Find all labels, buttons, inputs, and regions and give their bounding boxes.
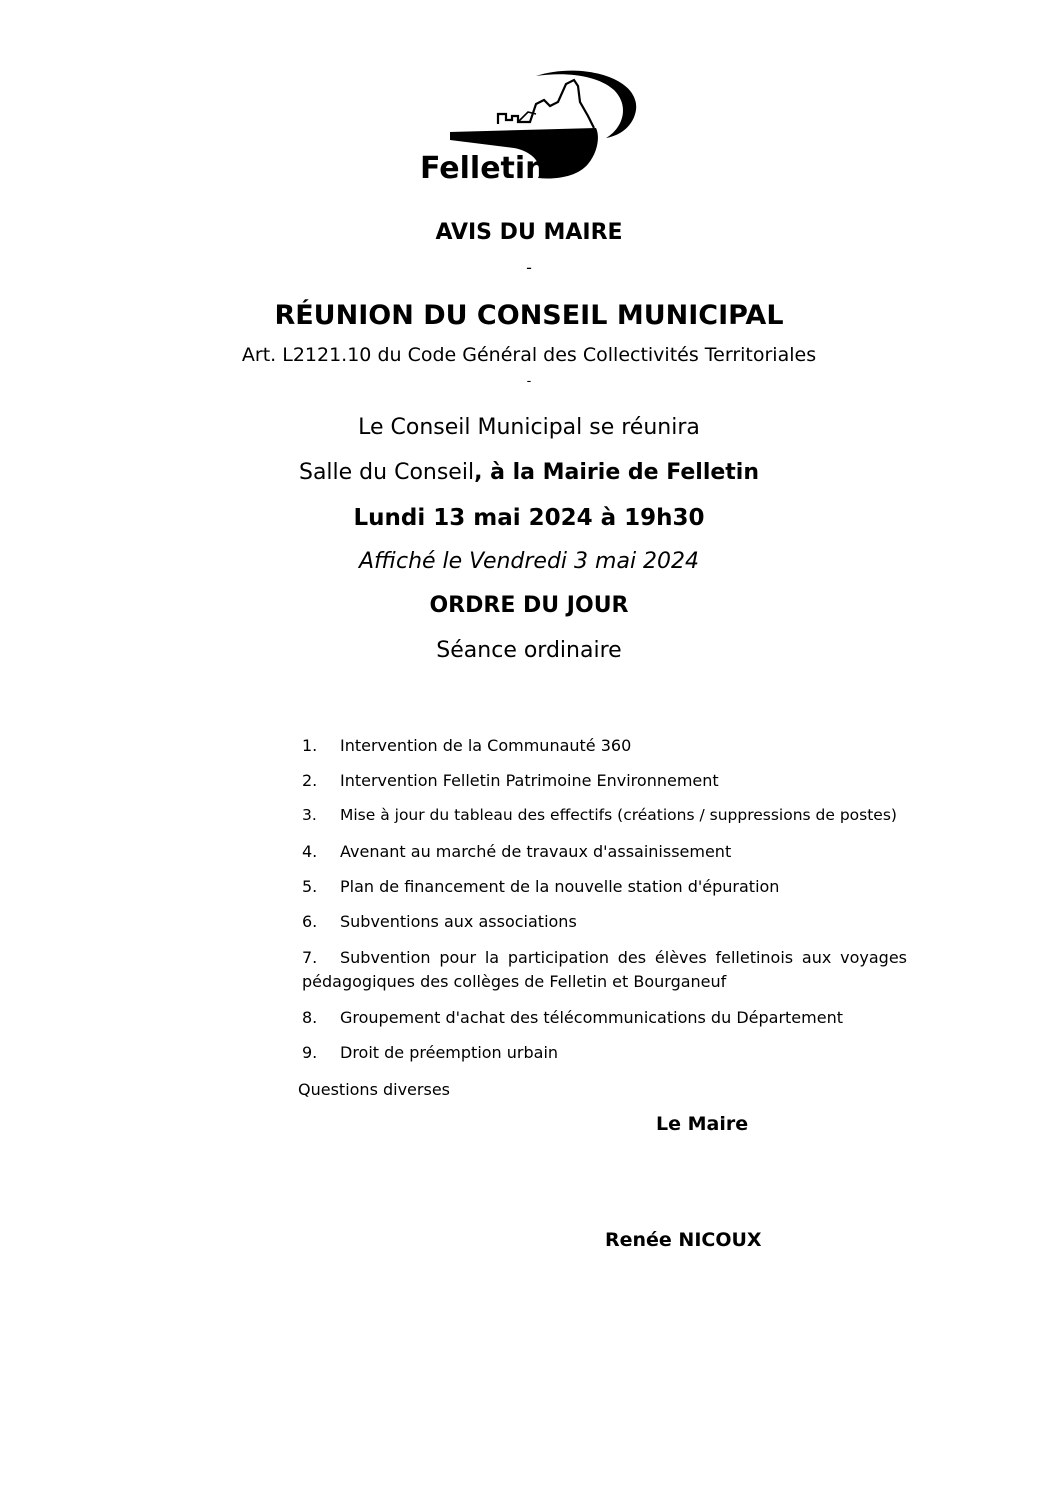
agenda-item [302, 946, 907, 994]
item-number: 7. [302, 948, 318, 967]
item-number: 9. [302, 1043, 318, 1062]
location-prefix: Salle du Conseil [298, 460, 475, 485]
separator: - [526, 258, 532, 277]
item-number: 1. [302, 736, 318, 755]
item-text: Intervention de la Communauté 360 [340, 736, 632, 755]
location-bold: , à la Mairie de Felletin [474, 460, 760, 485]
legal-reference: Art. L2121.10 du Code Général des Collectivités Territoriales [241, 344, 817, 366]
agenda-title: ORDRE DU JOUR [429, 593, 629, 618]
session-type: Séance ordinaire [436, 638, 622, 663]
item-text: Droit de préemption urbain [340, 1043, 559, 1062]
meeting-heading: RÉUNION DU CONSEIL MUNICIPAL [274, 300, 784, 331]
separator: - [526, 374, 532, 389]
signatory-role: Le Maire [656, 1113, 749, 1135]
felletin-logo [418, 66, 648, 186]
item-text: Plan de financement de la nouvelle station d'épuration [340, 877, 780, 896]
meeting-location [0, 460, 1058, 485]
item-number: 4. [302, 842, 318, 861]
signatory-name: Renée NICOUX [605, 1229, 762, 1251]
meeting-announcement: Le Conseil Municipal se réunira [358, 415, 700, 440]
item-text: Intervention Felletin Patrimoine Environnement [340, 771, 719, 790]
logo-text: Felletin [420, 151, 547, 186]
item-number: 3. [302, 806, 317, 824]
agenda-item [302, 877, 907, 896]
page-title: AVIS DU MAIRE [435, 220, 623, 245]
agenda-item [302, 842, 907, 861]
item-text: Mise à jour du tableau des effectifs (créations / suppressions de postes) [340, 806, 897, 824]
agenda-item [302, 1008, 907, 1027]
item-number: 5. [302, 877, 318, 896]
item-number: 8. [302, 1008, 318, 1027]
agenda-item [302, 771, 907, 790]
agenda-item [302, 912, 907, 931]
item-text: Groupement d'achat des télécommunications du Département [340, 1008, 843, 1027]
item-number: 6. [302, 912, 318, 931]
agenda-item [302, 1043, 907, 1062]
item-text: Subventions aux associations [340, 912, 577, 931]
item-text: Subvention pour la participation des élèves felletinois aux voyages pédagogiques des collèges de Felletin et Bourganeuf [302, 948, 907, 991]
other-questions: Questions diverses [298, 1080, 450, 1099]
meeting-date: Lundi 13 mai 2024 à 19h30 [353, 505, 705, 531]
agenda-item [302, 806, 907, 824]
item-text: Avenant au marché de travaux d'assainissement [340, 842, 732, 861]
posted-date: Affiché le Vendredi 3 mai 2024 [358, 549, 700, 574]
item-number: 2. [302, 771, 318, 790]
agenda-item [302, 736, 907, 755]
